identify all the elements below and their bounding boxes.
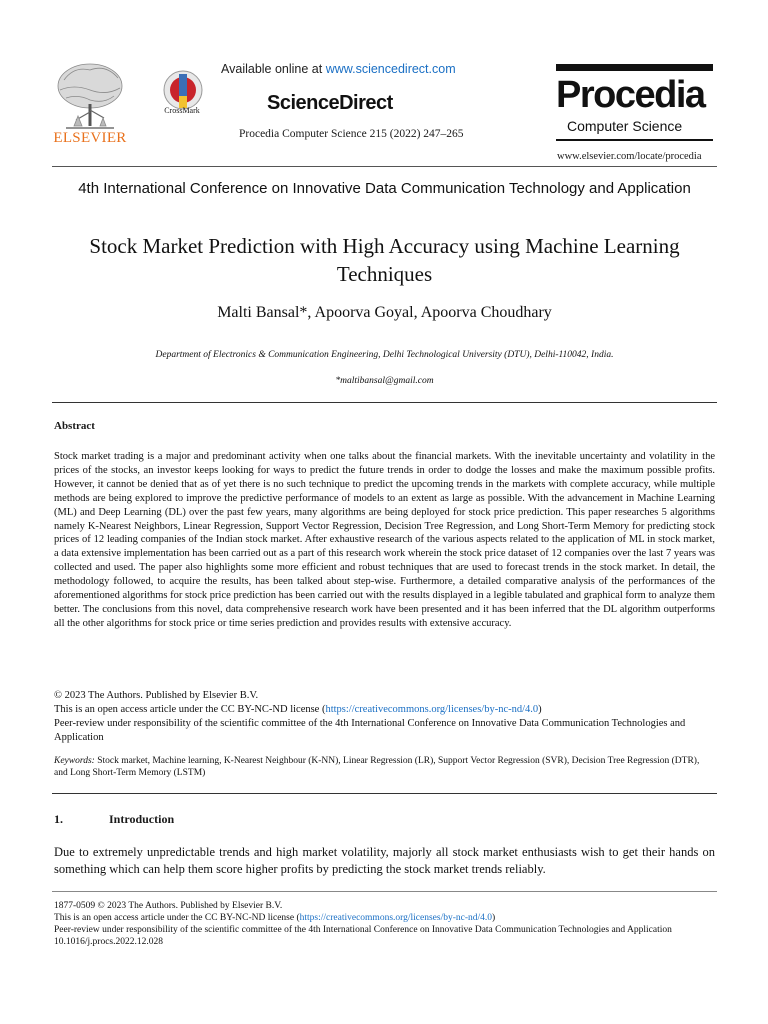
crossmark-label: CrossMark <box>164 106 200 115</box>
footer-license-prefix: This is an open access article under the CC BY-NC-ND license ( <box>54 913 300 923</box>
footer-license-link[interactable]: https://creativecommons.org/licenses/by-nc-nd/4.0 <box>299 913 493 923</box>
journal-reference: Procedia Computer Science 215 (2022) 247–265 <box>239 128 464 140</box>
footer-license-suffix: ) <box>492 913 496 923</box>
procedia-title: Procedia <box>556 74 705 116</box>
header-divider <box>52 166 717 167</box>
introduction-text: Due to extremely unpredictable trends and high market volatility, majorly all stock market enthusiasts wish to get their hands on something which can help them score higher profits by predicting the stock market trends reliably. <box>54 845 715 876</box>
conference-name: 4th International Conference on Innovative Data Communication Technology and Application <box>78 180 691 197</box>
footer-license-line <box>54 912 715 924</box>
procedia-bottom-rule <box>556 139 713 141</box>
license-link[interactable]: https://creativecommons.org/licenses/by-nc-nd/4.0 <box>325 703 539 715</box>
section-number: 1. <box>54 812 63 826</box>
affiliation: Department of Electronics & Communication Engineering, Delhi Technological University (DTU), Delhi-110042, India. <box>155 350 614 360</box>
footer-rule <box>52 891 717 892</box>
section-title: Introduction <box>109 812 175 826</box>
abstract-body: Stock market trading is a major and predominant activity when one talks about the financial markets. With the inevitable uncertainty and volatility in the prices of the stocks, an investor keeps looking for ways to predict the future trends in order to dodge the losses and make the maximum possible profits. However, it cannot be denied that as of yet there is no such technique to predict the upcoming trends in the markets with complete accuracy, while multiple methods are being explored to improve the predictive performance of models to an extent as large as possible. With the advancement in Machine Learning (ML) and Deep Learning (DL) over the past few years, many algorithms are being deployed for stock price prediction. This paper researches 5 algorithms namely K-Nearest Neighbors, Linear Regression, Support Vector Regression, Decision Tree Regression, and Long Short-Term Memory for predicting stock prices of 12 leading companies of the Indian stock market. After exhaustive research of the various aspects related to the application of ML in stock market, a data extensive implementation has been carried out as a part of this research work wherein the stock price dataset of 12 companies over the last 7 years was collected and used. The paper also highlights some more efficient and robust techniques that are used to forecast trends in the stock market. In detail, the methodology followed, to acquire the results, has been talked about step-wise. Furthermore, a detailed comparative analysis of the performances of the aforementioned algorithms for stock price prediction has been carried out with the results displayed in a legible tabulated and graphical form to analyze them better. The conclusions from this novel, data comprehensive research work have been presented and it has been inferred that the DL algorithm outperforms all the other algorithms for stock price or time series prediction and provides results with extensive accuracy. <box>54 451 715 629</box>
procedia-subtitle: Computer Science <box>567 118 683 134</box>
footer-issn-line: 1877-0509 © 2023 The Authors. Published by Elsevier B.V. <box>54 901 283 911</box>
keywords-label: Keywords: <box>54 756 95 766</box>
availability-line <box>221 62 456 76</box>
license-suffix: ) <box>538 703 542 715</box>
publisher-wordmark: ELSEVIER <box>53 130 127 146</box>
copyright-line: © 2023 The Authors. Published by Elsevier B.V. <box>54 690 259 701</box>
author-list: Malti Bansal*, Apoorva Goyal, Apoorva Choudhary <box>217 304 552 321</box>
abstract-bottom-rule <box>52 793 717 794</box>
availability-prefix: Available online at <box>221 62 326 76</box>
keywords <box>54 755 715 779</box>
corresponding-email: *maltibansal@gmail.com <box>335 376 434 386</box>
footer-doi[interactable]: 10.1016/j.procs.2022.12.028 <box>54 937 163 947</box>
copyright-block <box>54 689 715 745</box>
peer-review-line: Peer-review under responsibility of the scientific committee of the 4th International Conference on Innovative Data Communication Technologies and Application <box>54 717 686 743</box>
procedia-top-rule <box>556 64 713 71</box>
sciencedirect-brand: ScienceDirect <box>267 92 393 114</box>
abstract-heading: Abstract <box>54 420 95 432</box>
footer-block <box>54 900 715 948</box>
license-prefix: This is an open access article under the CC BY-NC-ND license ( <box>54 703 326 715</box>
paper-title: Stock Market Prediction with High Accuracy using Machine Learning Techniques <box>89 234 680 286</box>
abstract-top-rule <box>52 402 717 403</box>
sciencedirect-link[interactable]: www.sciencedirect.com <box>325 62 456 76</box>
footer-peer-review: Peer-review under responsibility of the scientific committee of the 4th International Conference on Innovative Data Communication Technologies and Application <box>54 925 672 935</box>
procedia-url[interactable]: www.elsevier.com/locate/procedia <box>557 151 702 162</box>
license-line <box>54 703 715 717</box>
keywords-text: Stock market, Machine learning, K-Nearest Neighbour (K-NN), Linear Regression (LR), Support Vector Regression (SVR), Decision Tree Regression (DTR), and Long Short-Term Memory (LSTM) <box>54 756 700 778</box>
